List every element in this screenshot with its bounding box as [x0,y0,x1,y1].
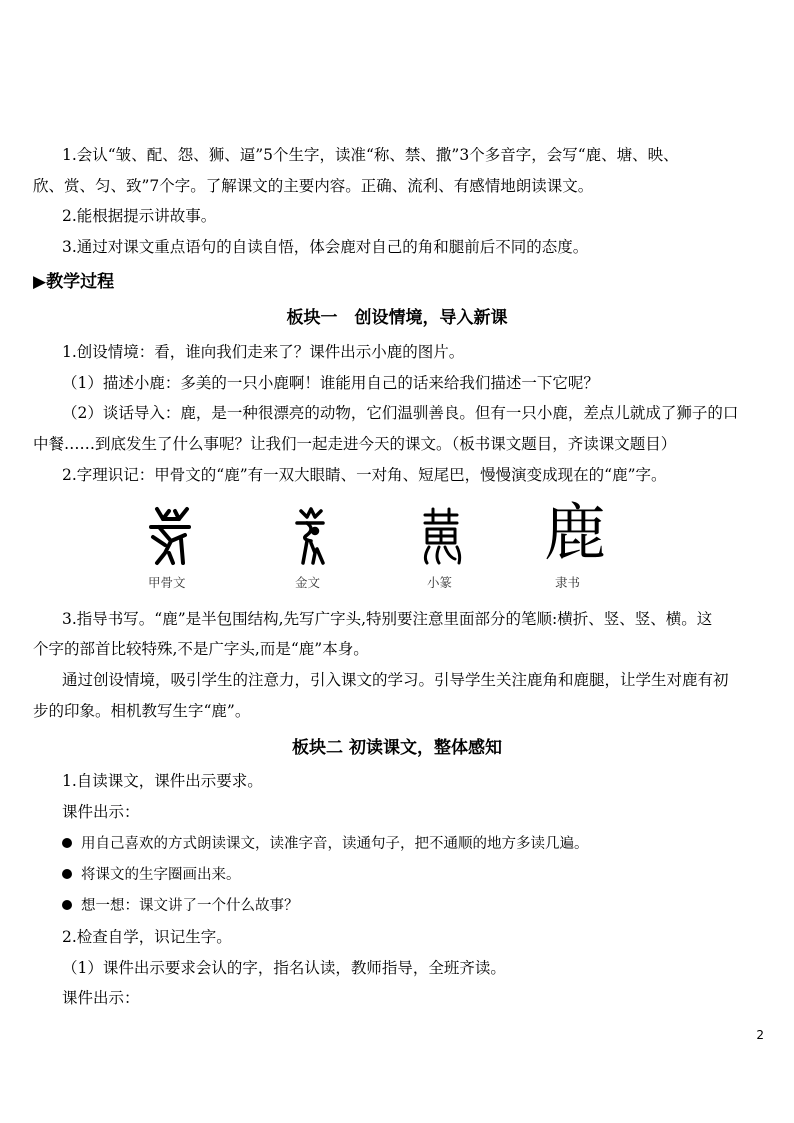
block1-line-6: 3.指导书写。“鹿”是半包围结构,先写广字头,特别要注意里面部分的笔顺:横折、竖、竖、横。这 [62,610,713,628]
clerical-deer-glyph: 鹿 [544,496,607,569]
block1-line-5: 2.字理识记：甲骨文的“鹿”有一双大眼睛、一对角、短尾巴，慢慢演变成现在的“鹿”字。 [62,466,667,484]
block2-title: 板块二 初读课文，整体感知 [292,738,502,758]
small-seal-deer-glyph-icon [419,507,463,569]
goal-3: 3.通过对课文重点语句的自读自悟，体会鹿对自己的角和腿前后不同的态度。 [62,238,589,256]
glyph-caption-oracle: 甲骨文 [148,575,186,590]
block2-line-1: 1.自读课文，课件出示要求。 [62,772,263,790]
goal-2: 2.能根据提示讲故事。 [62,207,217,225]
bronze-deer-glyph-icon [293,505,329,571]
block2-line-4: （1）课件出示要求会认的字，指名认读，教师指导，全班齐读。 [62,959,506,977]
block1-line-4: 中餐……到底发生了什么事呢？让我们一起走进今天的课文。（板书课文题目，齐读课文题目） [33,435,677,453]
block1-line-2: （1）描述小鹿：多美的一只小鹿啊！谁能用自己的话来给我们描述一下它呢？ [62,374,599,392]
process-heading: ▶教学过程 [33,272,115,292]
bullet-dot-icon [62,838,72,848]
page-number: 2 [756,1028,764,1042]
block1-title: 板块一 创设情境，导入新课 [286,308,508,328]
block1-line-1: 1.创设情境：看，谁向我们走来了？课件出示小鹿的图片。 [62,343,465,361]
block1-line-3: （2）谈话导入：鹿，是一种很漂亮的动物，它们温驯善良。但有一只小鹿，差点儿就成了狮子的口 [62,404,739,422]
goal-1-line-2: 欣、赏、匀、致”7个字。了解课文的主要内容。正确、流利、有感情地朗读课文。 [33,177,594,195]
courseware-bullet-3: 想一想：课文讲了一个什么故事？ [62,894,299,915]
block1-line-9: 步的印象。相机教写生字“鹿”。 [33,702,251,720]
block1-line-7: 个字的部首比较特殊,不是广字头,而是“鹿”本身。 [33,640,369,658]
glyph-caption-small-seal: 小篆 [427,575,453,590]
glyph-caption-bronze: 金文 [295,575,321,590]
block2-line-3: 2.检查自学，识记生字。 [62,928,232,946]
bullet-dot-icon [62,900,72,910]
courseware-bullet-1: 用自己喜欢的方式朗读课文，读准字音，读通句子，把不通顺的地方多读几遍。 [62,832,589,853]
goal-1-line-1: 1.会认“皱、配、怨、狮、逼”5个生字，读准“称、禁、撒”3个多音字，会写“鹿、塘、映、 [62,146,679,164]
courseware-bullet-2: 将课文的生字圈画出来。 [62,863,241,884]
block1-line-8: 通过创设情境，吸引学生的注意力，引入课文的学习。引导学生关注鹿角和鹿腿，让学生对鹿有初 [62,671,729,689]
glyph-caption-clerical: 隶书 [555,575,581,590]
block2-line-5: 课件出示： [62,989,140,1007]
bullet-dot-icon [62,869,72,879]
oracle-bone-deer-glyph-icon [145,505,195,571]
block2-line-2: 课件出示： [62,803,140,821]
